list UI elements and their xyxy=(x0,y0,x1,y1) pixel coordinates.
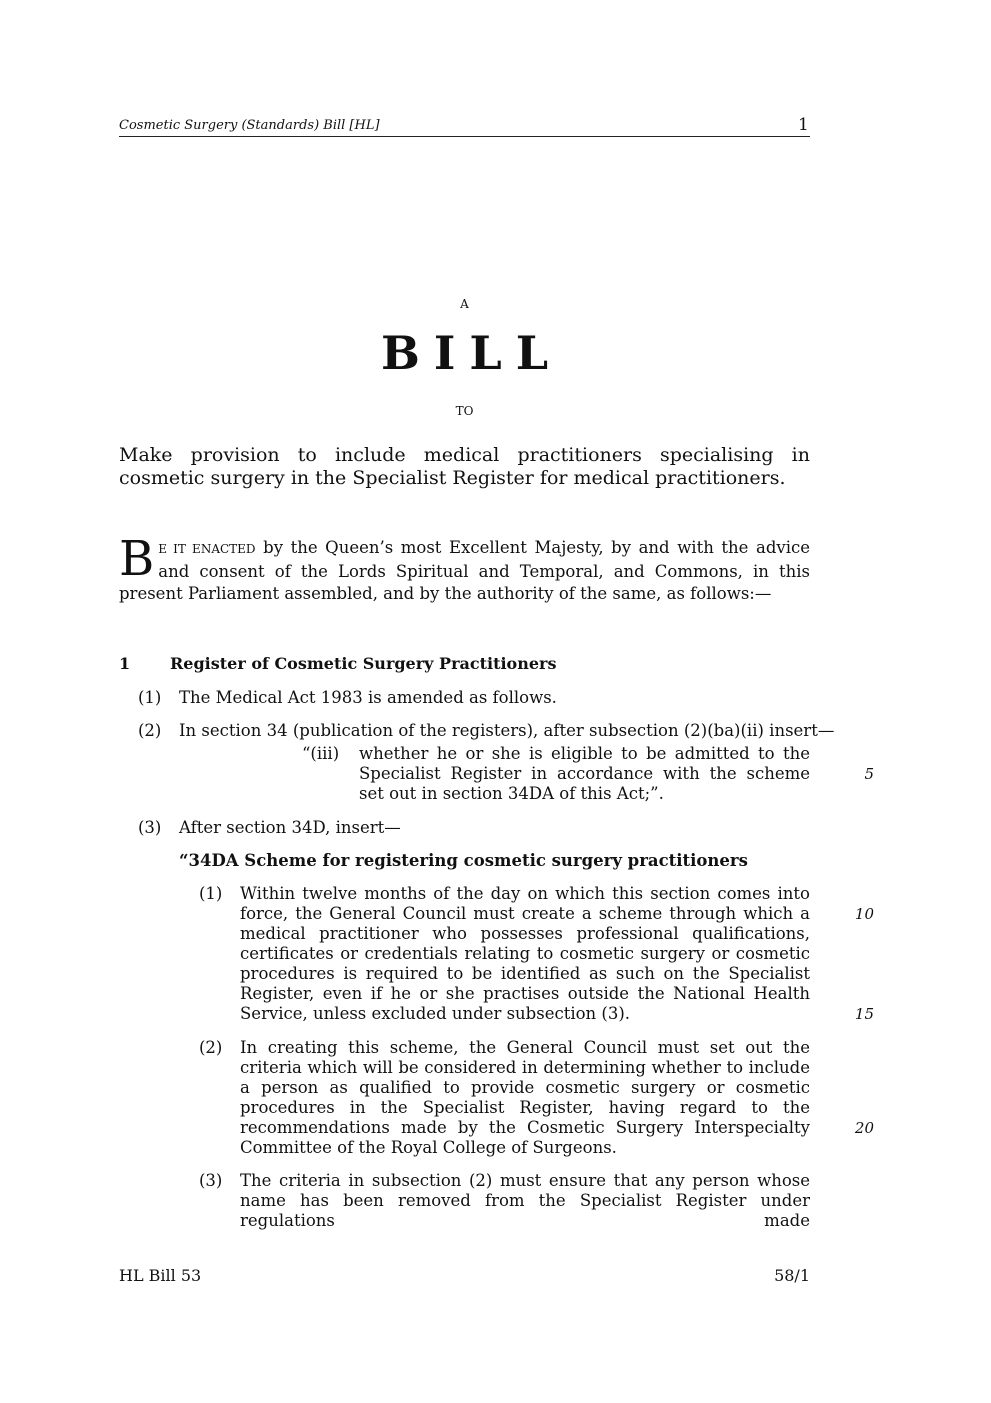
inserted-item-label: “(iii) xyxy=(302,744,340,763)
subsection-3-text: After section 34D, insert— xyxy=(179,818,401,837)
new-sub-1-text: Within twelve months of the day on which this section comes into force, the General Council must create a scheme through which a medical practitioner who possesses professional qualifications, certificates or credentials relating to cosmetic surgery or cosmetic procedures is required to be identified as such on the Specialist Register, even if he or she practises outside the National Health Service, unless excluded under subsection (3). xyxy=(240,884,810,1023)
subsection-2-label: (2) xyxy=(138,721,162,740)
running-header-title: Cosmetic Surgery (Standards) Bill [HL] xyxy=(119,118,380,133)
page-number: 1 xyxy=(798,115,809,135)
new-sub-2-text: In creating this scheme, the General Council must set out the criteria which will be considered in determining whether to include a person as qualified to provide cosmetic surgery or cosmetic procedures in the Specialist Register, having regard to the recommendations made by the Cosmetic Surgery Interspecialty Committee of the Royal College of Surgeons. xyxy=(240,1038,810,1157)
a-label: A xyxy=(460,297,469,311)
footer-print-number: 58/1 xyxy=(774,1266,810,1285)
subsection-2-text: In section 34 (publication of the registers), after subsection (2)(ba)(ii) insert— xyxy=(179,721,835,740)
long-title: Make provision to include medical practitioners specialising in cosmetic surgery in the Specialist Register for medical practitioners. xyxy=(119,444,810,489)
to-label: TO xyxy=(455,404,474,418)
line-number-15: 15 xyxy=(854,1005,874,1023)
subsection-1-label: (1) xyxy=(138,688,162,707)
inserted-item-text: whether he or she is eligible to be admitted to the Specialist Register in accordance with the scheme set out in section 34DA of this Act;”. xyxy=(359,744,810,803)
new-sub-2-label: (2) xyxy=(199,1038,223,1057)
bill-title: BILL xyxy=(380,326,563,380)
header-rule xyxy=(119,136,810,137)
new-sub-1-label: (1) xyxy=(199,884,223,903)
subsection-1-text: The Medical Act 1983 is amended as follows. xyxy=(179,688,557,707)
new-sub-3-label: (3) xyxy=(199,1171,223,1190)
enacting-smallcaps: E IT ENACTED xyxy=(158,542,256,556)
line-number-10: 10 xyxy=(854,905,874,923)
new-sub-3-text: The criteria in subsection (2) must ensure that any person whose name has been removed from the Specialist Register under regulations made xyxy=(240,1171,810,1230)
section-number: 1 xyxy=(119,654,131,673)
line-number-5: 5 xyxy=(864,765,874,783)
section-heading: Register of Cosmetic Surgery Practitioners xyxy=(170,654,557,673)
line-number-20: 20 xyxy=(854,1119,874,1137)
new-section-heading: “34DA Scheme for registering cosmetic surgery practitioners xyxy=(179,851,748,870)
enacting-text: by the Queen’s most Excellent Majesty, by and with the advice and consent of the Lords Spiritual and Temporal, and Commons, in this present Parliament assembled, and by the authority of the same, as follows:— xyxy=(119,538,811,603)
footer-bill-number: HL Bill 53 xyxy=(119,1266,202,1285)
subsection-3-label: (3) xyxy=(138,818,162,837)
enacting-formula xyxy=(119,531,811,606)
drop-cap: B xyxy=(119,531,155,587)
